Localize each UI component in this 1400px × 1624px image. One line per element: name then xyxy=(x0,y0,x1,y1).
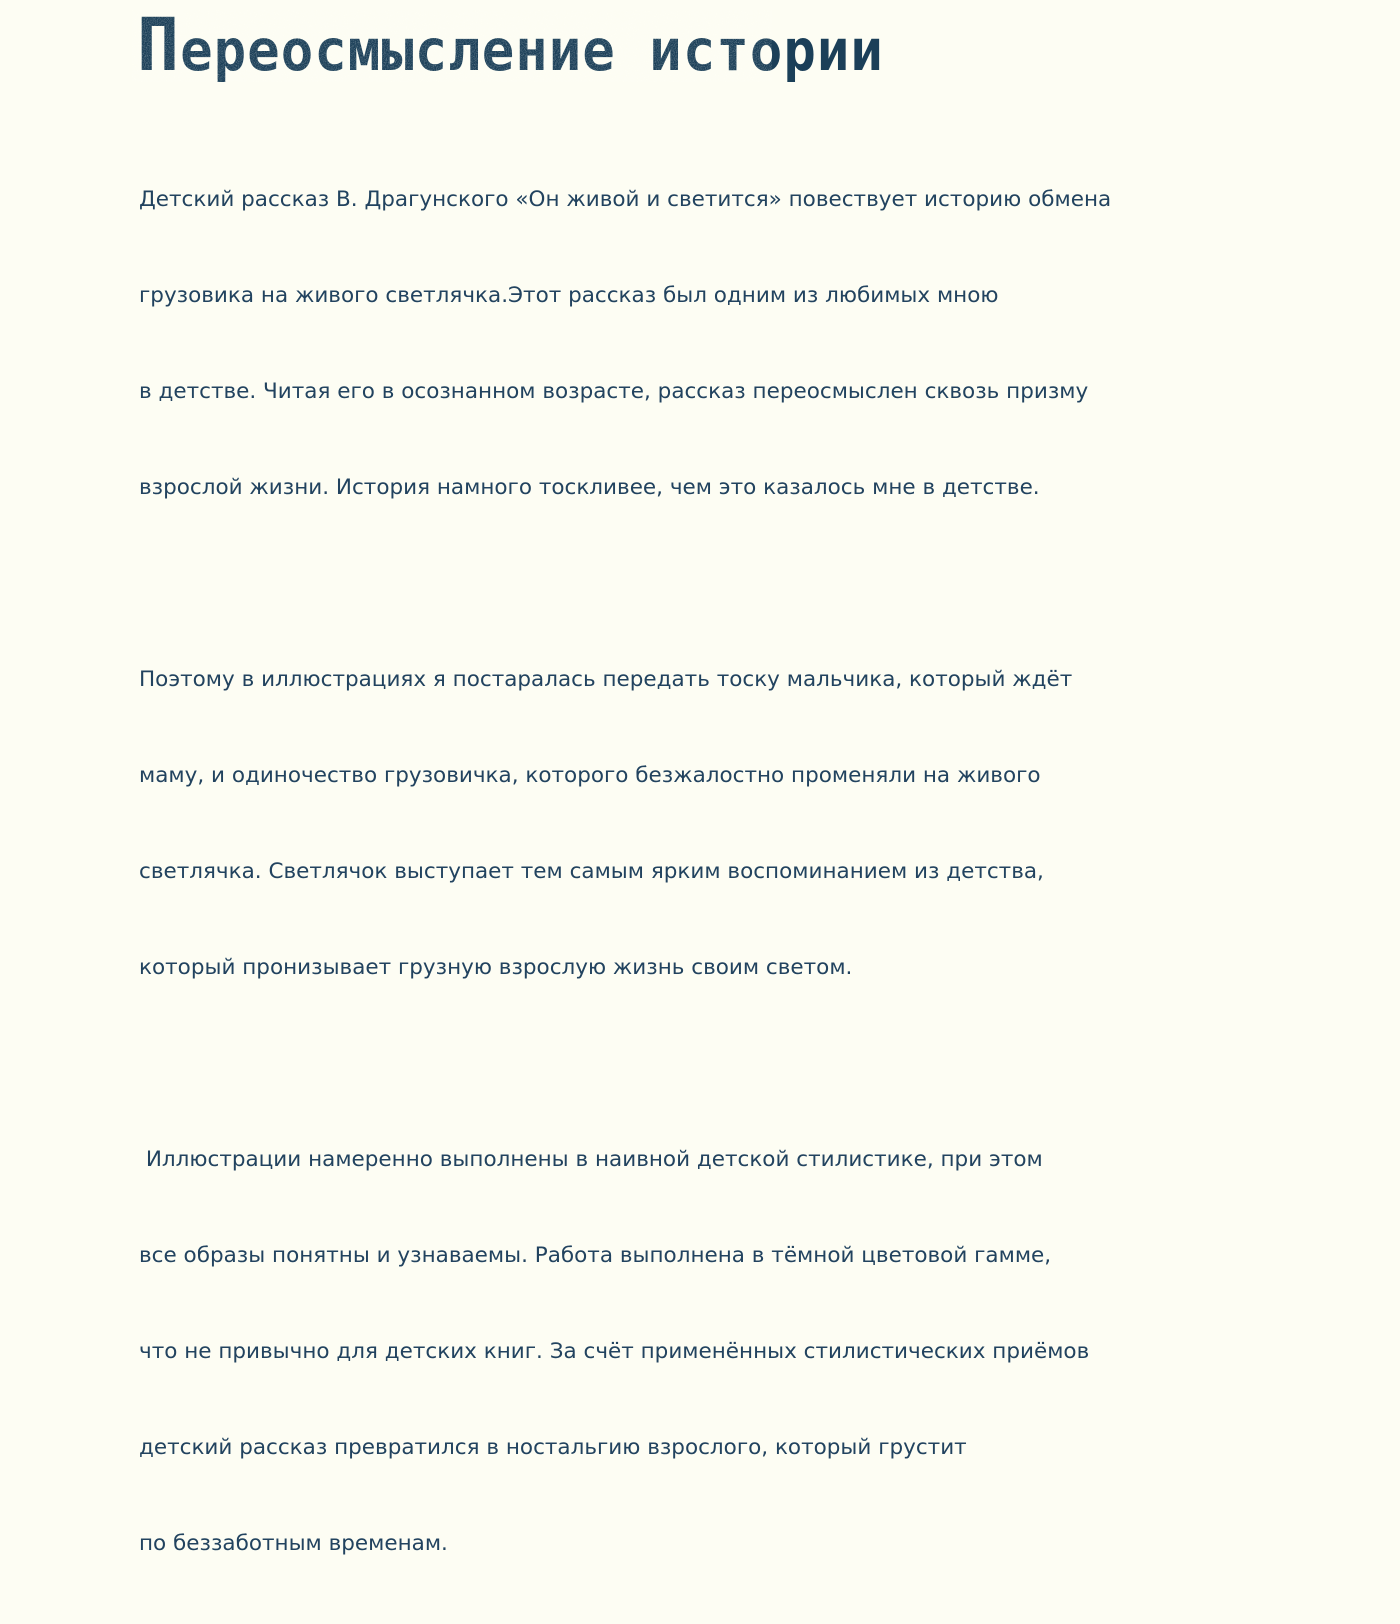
paragraph-line: грузовика на живого светлячка.Этот рассказ был одним из любимых мною xyxy=(139,283,999,308)
paragraph-line: Детский рассказ В. Драгунского «Он живой и светится» повествует историю обмена xyxy=(139,187,1112,212)
paragraph-line: что не привычно для детских книг. За счёт применённых стилистических приёмов xyxy=(139,1339,1090,1364)
paragraph-2 xyxy=(139,600,1179,1048)
title-rest: ереосмысление истории xyxy=(180,17,884,84)
paragraph-line: Поэтому в иллюстрациях я постаралась передать тоску мальчика, который ждёт xyxy=(139,667,1073,692)
paragraph-line: взрослой жизни. История намного тоскливее, чем это казалось мне в детстве. xyxy=(139,475,1040,500)
paragraph-spacer xyxy=(139,1048,1179,1080)
paragraph-line: детский рассказ превратился в ностальгию взрослого, который грустит xyxy=(139,1435,967,1460)
paragraph-3 xyxy=(139,1080,1179,1624)
title-initial: П xyxy=(137,1,181,88)
paragraph-line: в детстве. Читая его в осознанном возрасте, рассказ переосмыслен сквозь призму xyxy=(139,379,1089,404)
paragraph-line: Иллюстрации намеренно выполнены в наивной детской стилистике, при этом xyxy=(139,1147,1043,1172)
paragraph-1 xyxy=(139,120,1179,568)
paragraph-line: все образы понятны и узнаваемы. Работа выполнена в тёмной цветовой гамме, xyxy=(139,1243,1052,1268)
paragraph-line: маму, и одиночество грузовичка, которого безжалостно променяли на живого xyxy=(139,763,1041,788)
paragraph-line: по беззаботным временам. xyxy=(139,1531,448,1556)
paragraph-spacer xyxy=(139,568,1179,600)
page-title xyxy=(137,1,884,88)
article-body xyxy=(139,120,1179,1624)
paragraph-line: светлячка. Светлячок выступает тем самым ярким воспоминанием из детства, xyxy=(139,859,1044,884)
paragraph-line: который пронизывает грузную взрослую жизнь своим светом. xyxy=(139,955,853,980)
